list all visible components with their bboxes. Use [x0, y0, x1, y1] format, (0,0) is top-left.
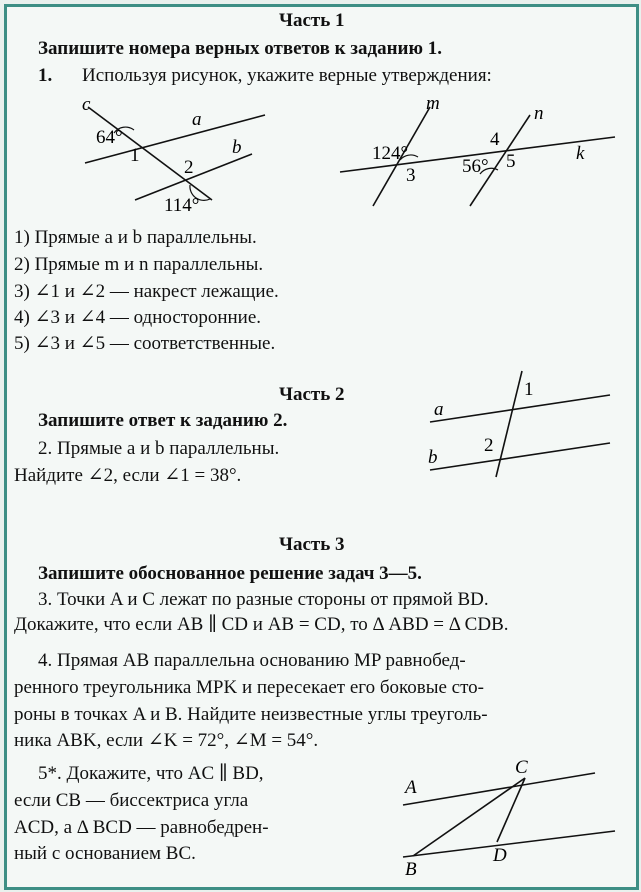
task5-line4: ный с основанием BC. — [14, 843, 196, 864]
task5-line2: если CB — биссектриса угла — [14, 790, 249, 811]
task2-line1: 2. Прямые a и b параллельны. — [38, 438, 280, 459]
task3-line2: Докажите, что если AB ∥ CD и AB = CD, то Δ ABD = Δ CDB. — [14, 614, 509, 635]
fig1-label-1: 1 — [130, 145, 140, 166]
fig-task2-label-2: 2 — [484, 435, 494, 456]
fig1-label-angle64: 64° — [96, 127, 123, 148]
option-5: 5) ∠3 и ∠5 — соответственные. — [14, 333, 276, 354]
fig2-label-3: 3 — [406, 165, 416, 186]
fig-task5-label-D: D — [493, 845, 507, 866]
task5-line1: 5*. Докажите, что AC ∥ BD, — [38, 763, 264, 784]
part3-instruction: Запишите обоснованное решение задач 3—5. — [38, 563, 422, 584]
part2-heading: Часть 2 — [279, 384, 345, 405]
task4-line1: 4. Прямая AB параллельна основанию MP равнобед- — [38, 650, 466, 671]
fig-task2-label-a: a — [434, 399, 444, 420]
figure-1 — [60, 95, 270, 220]
fig1-label-2: 2 — [184, 157, 194, 178]
fig-task5-label-B: B — [405, 859, 417, 880]
figure-2 — [330, 95, 620, 215]
fig-task2-label-b: b — [428, 447, 438, 468]
part3-heading: Часть 3 — [279, 534, 345, 555]
fig2-label-4: 4 — [490, 129, 500, 150]
part2-instruction: Запишите ответ к заданию 2. — [38, 410, 288, 431]
option-4: 4) ∠3 и ∠4 — односторонние. — [14, 307, 262, 328]
task4-line3: роны в точках A и B. Найдите неизвестные углы треуголь- — [14, 704, 488, 725]
fig1-label-b: b — [232, 137, 242, 158]
part1-instruction: Запишите номера верных ответов к заданию 1. — [38, 38, 443, 59]
task3-line1: 3. Точки A и C лежат по разные стороны от прямой BD. — [38, 589, 489, 610]
task1-text: Используя рисунок, укажите верные утверждения: — [82, 65, 492, 86]
task2-line2: Найдите ∠2, если ∠1 = 38°. — [14, 465, 242, 486]
fig2-label-angle124: 124° — [372, 143, 409, 164]
fig2-label-n: n — [534, 103, 544, 124]
option-1: 1) Прямые a и b параллельны. — [14, 227, 257, 248]
task4-line2: ренного треугольника MPK и пересекает его боковые сто- — [14, 677, 484, 698]
figure-task5 — [395, 755, 625, 880]
task1-number: 1. — [38, 65, 53, 86]
fig-task2-label-1: 1 — [524, 379, 534, 400]
fig1-label-angle114: 114° — [164, 195, 200, 216]
figure-task2 — [420, 365, 620, 480]
fig1-label-c: c — [82, 95, 91, 115]
task5-line3: ACD, а Δ BCD — равнобедрен- — [14, 817, 269, 838]
fig2-label-m: m — [426, 95, 440, 114]
option-2: 2) Прямые m и n параллельны. — [14, 254, 264, 275]
fig-task5-label-A: A — [405, 777, 417, 798]
part1-heading: Часть 1 — [279, 10, 345, 31]
fig-task5-label-C: C — [515, 757, 528, 778]
option-3: 3) ∠1 и ∠2 — накрест лежащие. — [14, 281, 279, 302]
fig2-label-k: k — [576, 143, 585, 164]
fig2-label-angle56: 56° — [462, 156, 489, 177]
fig1-label-a: a — [192, 109, 202, 130]
task4-line4: ника ABK, если ∠K = 72°, ∠M = 54°. — [14, 730, 319, 751]
fig2-label-5: 5 — [506, 151, 516, 172]
